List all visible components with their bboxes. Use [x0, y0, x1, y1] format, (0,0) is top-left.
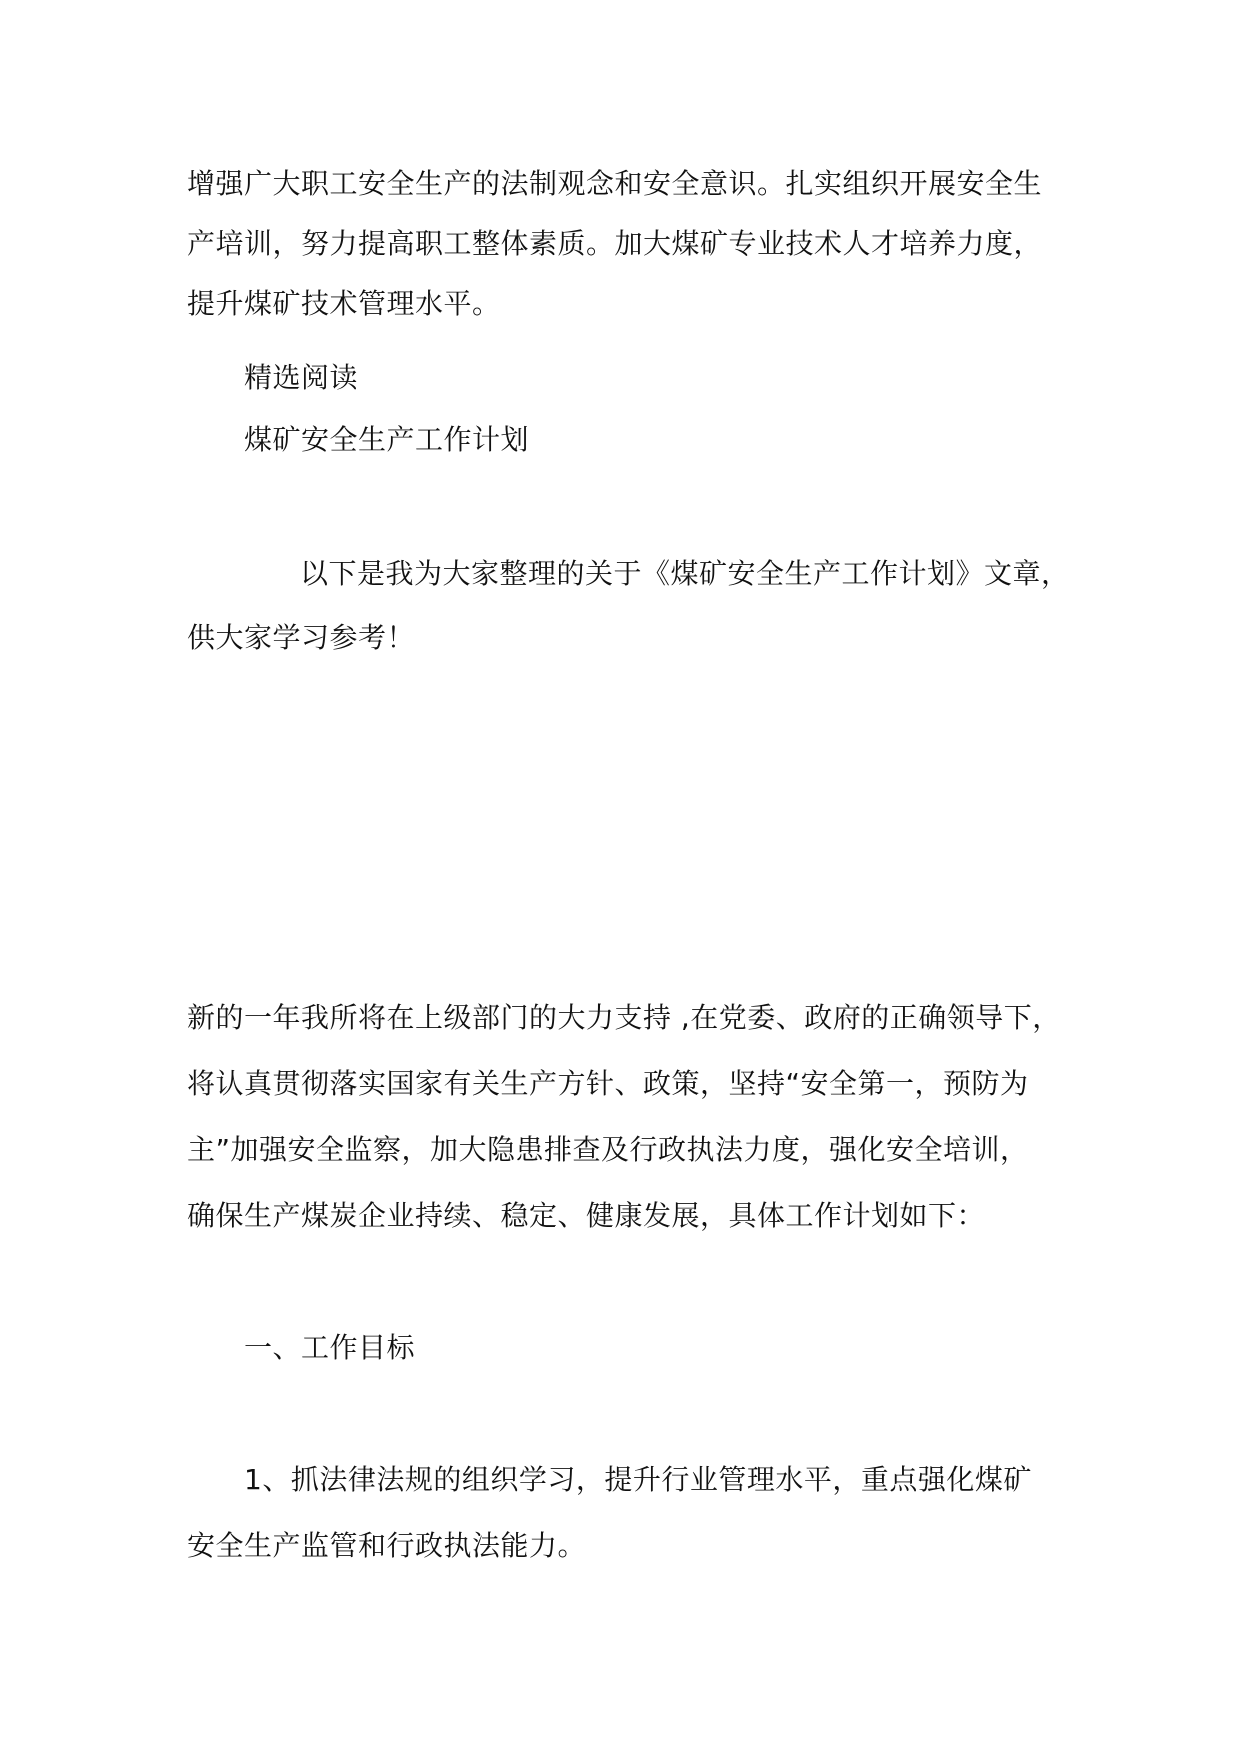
article-title: 煤矿安全生产工作计划 — [244, 423, 530, 456]
body-paragraph-line: 将认真贯彻落实国家有关生产方针、政策，坚持“安全第一，预防为 — [187, 1067, 1029, 1100]
list-item-line: 安全生产监管和行政执法能力。 — [187, 1529, 587, 1562]
paragraph-line: 产培训，努力提高职工整体素质。加大煤矿专业技术人才培养力度， — [187, 227, 1043, 260]
list-item-line: 1、抓法律法规的组织学习，提升行业管理水平，重点强化煤矿 — [244, 1463, 1032, 1496]
body-paragraph-line: 新的一年我所将在上级部门的大力支持 ,在党委、政府的正确领导下， — [187, 1001, 1061, 1034]
paragraph-line: 增强广大职工安全生产的法制观念和安全意识。扎实组织开展安全生 — [187, 167, 1043, 200]
body-paragraph-line: 主”加强安全监察，加大隐患排查及行政执法力度，强化安全培训， — [187, 1133, 1029, 1166]
section-heading: 一、工作目标 — [244, 1331, 416, 1364]
paragraph-line: 提升煤矿技术管理水平。 — [187, 287, 501, 320]
featured-reading-label: 精选阅读 — [244, 361, 359, 394]
intro-line: 供大家学习参考！ — [187, 621, 416, 654]
intro-line: 以下是我为大家整理的关于《煤矿安全生产工作计划》文章， — [300, 557, 1070, 590]
body-paragraph-line: 确保生产煤炭企业持续、稳定、健康发展，具体工作计划如下： — [187, 1199, 986, 1232]
